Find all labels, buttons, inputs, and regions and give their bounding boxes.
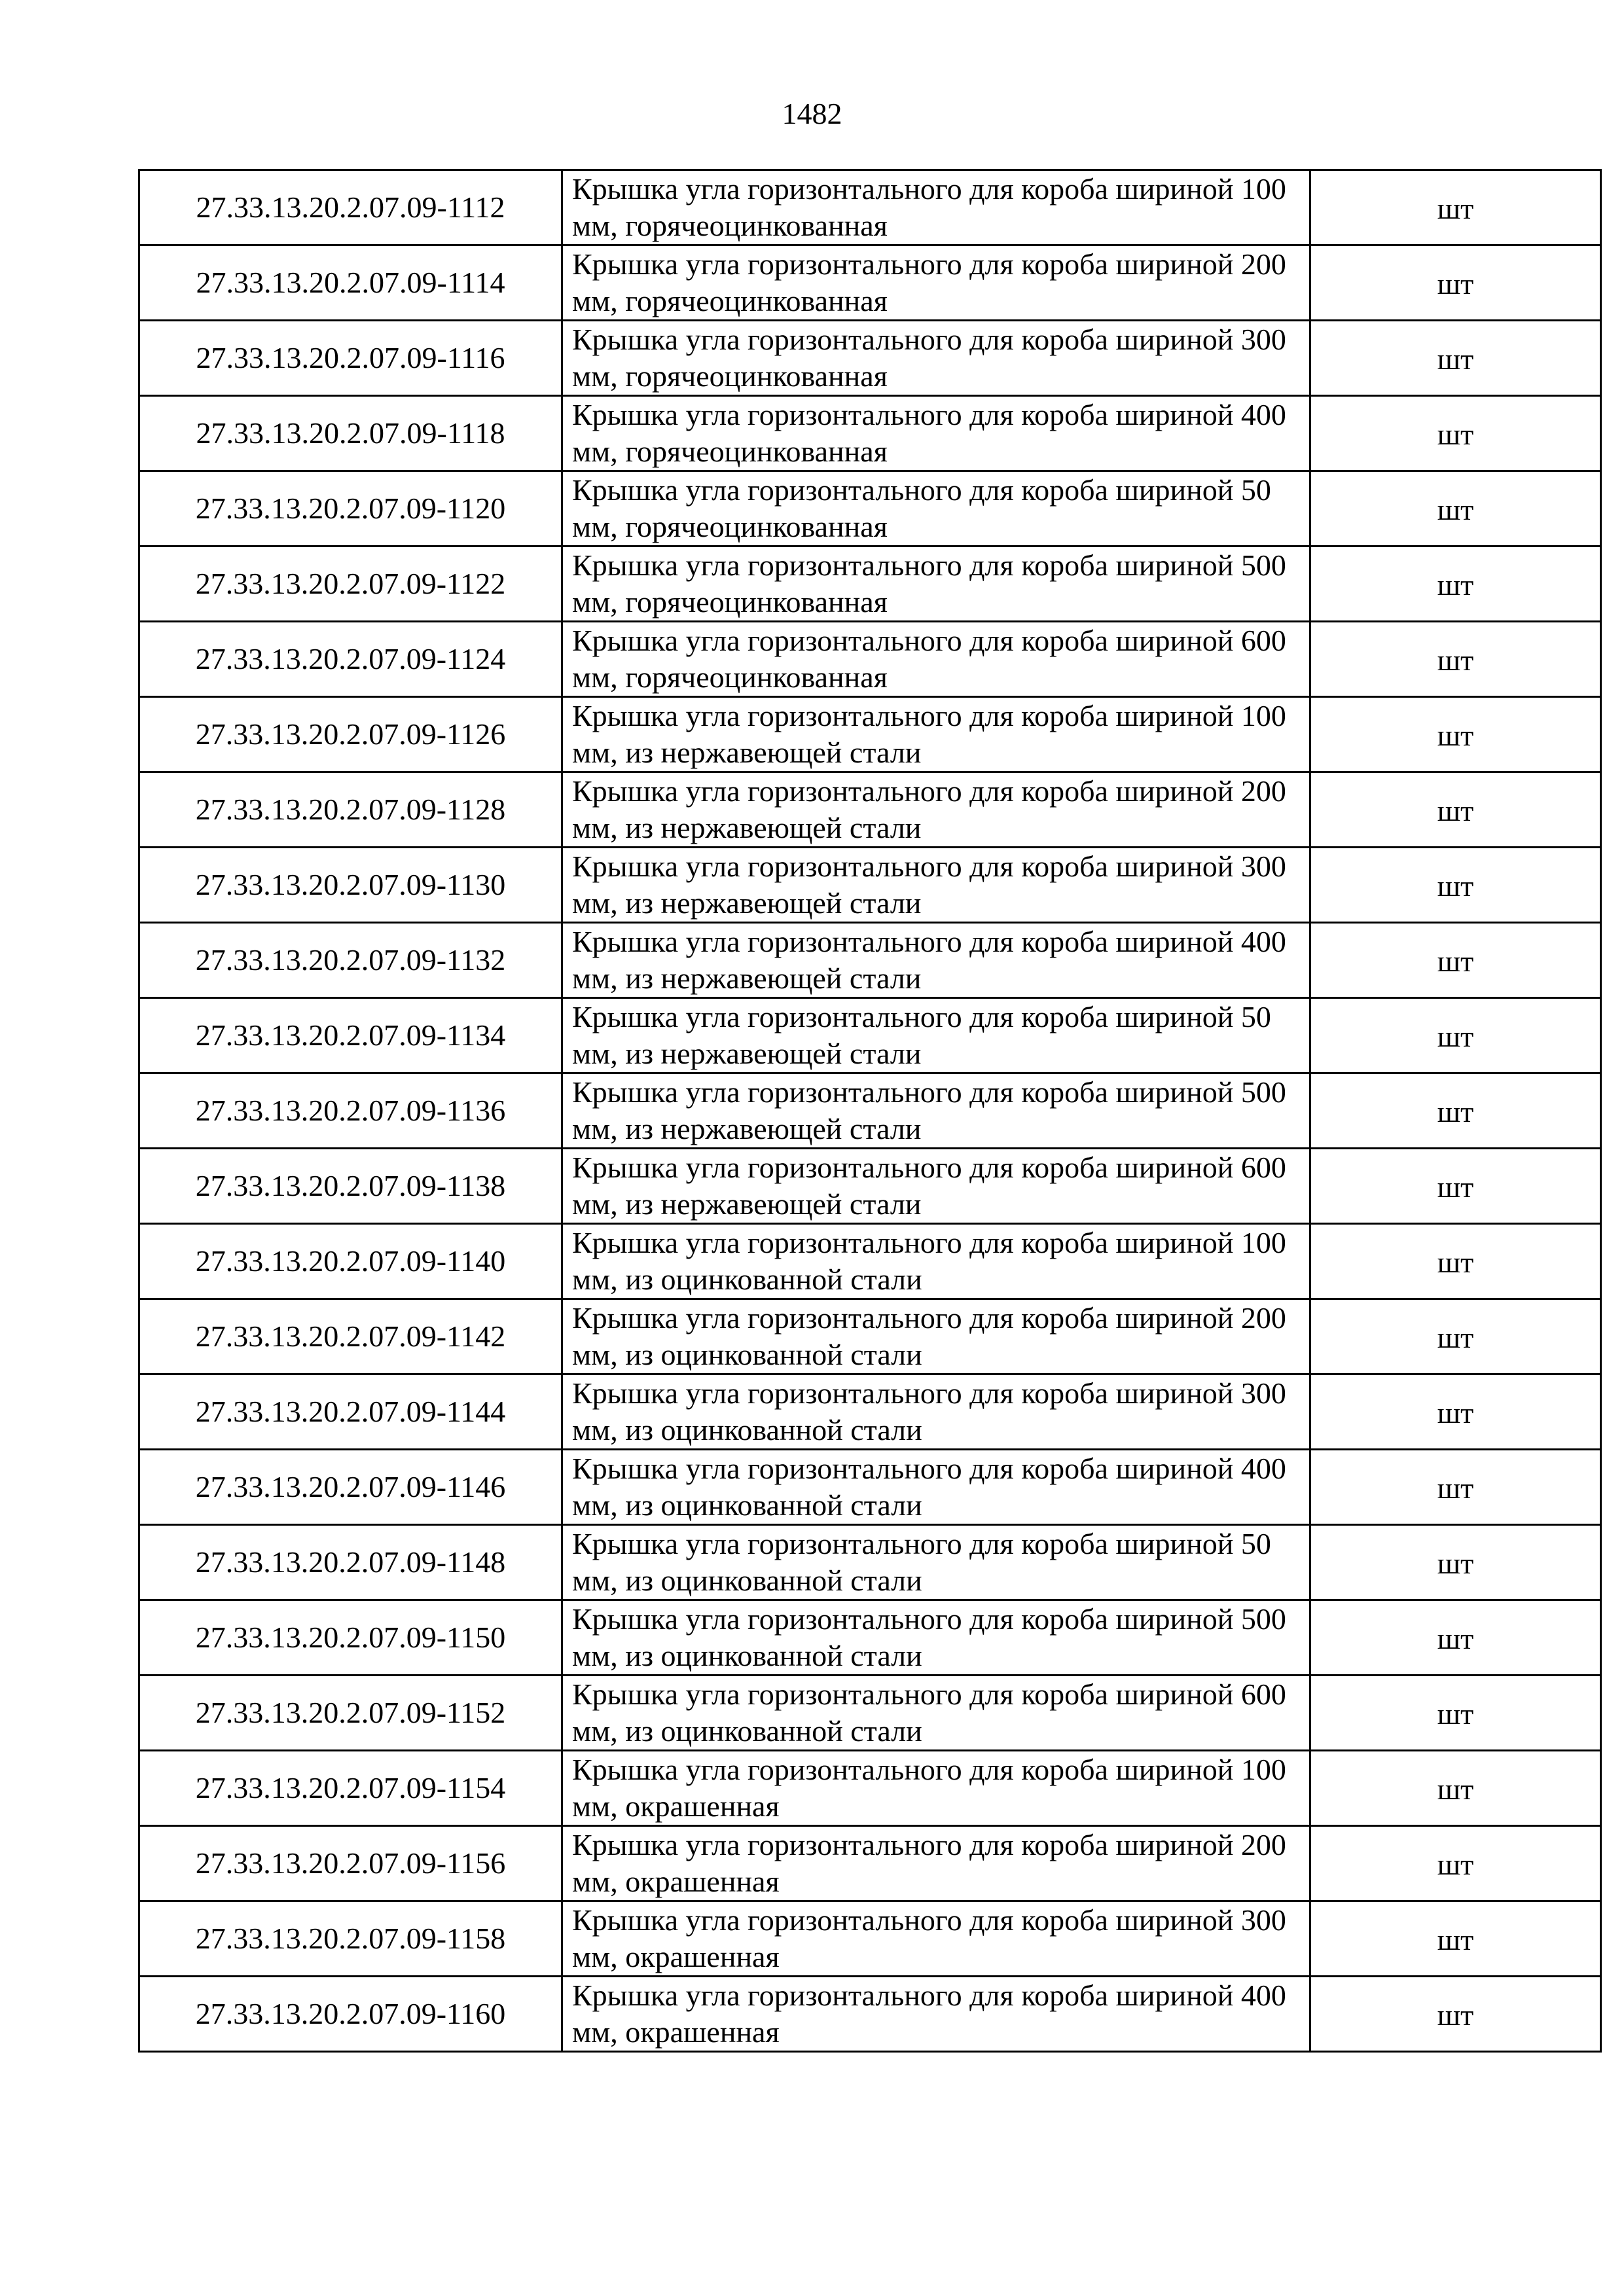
row-unit-cell: шт: [1310, 1901, 1601, 1977]
row-unit-cell: шт: [1310, 1676, 1601, 1751]
row-name-cell: Крышка угла горизонтального для короба шириной 100 мм, из нержавеющей стали: [562, 697, 1310, 772]
row-code-cell: 27.33.13.20.2.07.09-1148: [139, 1525, 562, 1600]
row-unit-cell: шт: [1310, 1977, 1601, 2052]
table-row: [139, 923, 1601, 998]
row-unit-cell: шт: [1310, 1450, 1601, 1525]
row-code-cell: 27.33.13.20.2.07.09-1158: [139, 1901, 562, 1977]
row-name-cell: Крышка угла горизонтального для короба шириной 200 мм, окрашенная: [562, 1826, 1310, 1901]
row-code-cell: 27.33.13.20.2.07.09-1150: [139, 1600, 562, 1676]
row-name-cell: Крышка угла горизонтального для короба шириной 500 мм, из нержавеющей стали: [562, 1073, 1310, 1149]
row-code-cell: 27.33.13.20.2.07.09-1142: [139, 1299, 562, 1374]
table-row: [139, 1525, 1601, 1600]
row-name-cell: Крышка угла горизонтального для короба шириной 200 мм, горячеоцинкованная: [562, 245, 1310, 321]
table-row: [139, 1374, 1601, 1450]
table-row: [139, 1299, 1601, 1374]
table-row: [139, 1149, 1601, 1224]
page-number: 1482: [782, 97, 842, 130]
row-unit-cell: шт: [1310, 547, 1601, 622]
row-code-cell: 27.33.13.20.2.07.09-1132: [139, 923, 562, 998]
row-name-cell: Крышка угла горизонтального для короба шириной 300 мм, окрашенная: [562, 1901, 1310, 1977]
row-code-cell: 27.33.13.20.2.07.09-1146: [139, 1450, 562, 1525]
row-code-cell: 27.33.13.20.2.07.09-1122: [139, 547, 562, 622]
row-code-cell: 27.33.13.20.2.07.09-1126: [139, 697, 562, 772]
row-code-cell: 27.33.13.20.2.07.09-1116: [139, 321, 562, 396]
table-row: [139, 471, 1601, 547]
row-unit-cell: шт: [1310, 1751, 1601, 1826]
row-name-cell: Крышка угла горизонтального для короба шириной 400 мм, горячеоцинкованная: [562, 396, 1310, 471]
row-name-cell: Крышка угла горизонтального для короба шириной 200 мм, из оцинкованной стали: [562, 1299, 1310, 1374]
row-name-cell: Крышка угла горизонтального для короба шириной 300 мм, из оцинкованной стали: [562, 1374, 1310, 1450]
row-code-cell: 27.33.13.20.2.07.09-1120: [139, 471, 562, 547]
row-code-cell: 27.33.13.20.2.07.09-1160: [139, 1977, 562, 2052]
table-row: [139, 772, 1601, 848]
row-name-cell: Крышка угла горизонтального для короба шириной 500 мм, горячеоцинкованная: [562, 547, 1310, 622]
table-row: [139, 1751, 1601, 1826]
row-name-cell: Крышка угла горизонтального для короба шириной 300 мм, из нержавеющей стали: [562, 848, 1310, 923]
table-row: [139, 1224, 1601, 1299]
row-name-cell: Крышка угла горизонтального для короба шириной 600 мм, из нержавеющей стали: [562, 1149, 1310, 1224]
row-unit-cell: шт: [1310, 923, 1601, 998]
row-code-cell: 27.33.13.20.2.07.09-1112: [139, 170, 562, 245]
table-row: [139, 1901, 1601, 1977]
row-code-cell: 27.33.13.20.2.07.09-1128: [139, 772, 562, 848]
row-unit-cell: шт: [1310, 1374, 1601, 1450]
row-unit-cell: шт: [1310, 848, 1601, 923]
row-code-cell: 27.33.13.20.2.07.09-1138: [139, 1149, 562, 1224]
row-code-cell: 27.33.13.20.2.07.09-1152: [139, 1676, 562, 1751]
table-row: [139, 547, 1601, 622]
row-name-cell: Крышка угла горизонтального для короба шириной 200 мм, из нержавеющей стали: [562, 772, 1310, 848]
table-row: [139, 1450, 1601, 1525]
row-unit-cell: шт: [1310, 471, 1601, 547]
table-row: [139, 622, 1601, 697]
row-name-cell: Крышка угла горизонтального для короба шириной 50 мм, горячеоцинкованная: [562, 471, 1310, 547]
table-row: [139, 1676, 1601, 1751]
row-name-cell: Крышка угла горизонтального для короба шириной 50 мм, из нержавеющей стали: [562, 998, 1310, 1073]
row-name-cell: Крышка угла горизонтального для короба шириной 400 мм, окрашенная: [562, 1977, 1310, 2052]
table-row: [139, 998, 1601, 1073]
row-name-cell: Крышка угла горизонтального для короба шириной 100 мм, из оцинкованной стали: [562, 1224, 1310, 1299]
row-name-cell: Крышка угла горизонтального для короба шириной 600 мм, горячеоцинкованная: [562, 622, 1310, 697]
table-row: [139, 245, 1601, 321]
row-unit-cell: шт: [1310, 321, 1601, 396]
row-unit-cell: шт: [1310, 245, 1601, 321]
table-row: [139, 170, 1601, 245]
table-row: [139, 321, 1601, 396]
row-unit-cell: шт: [1310, 1299, 1601, 1374]
row-unit-cell: шт: [1310, 1600, 1601, 1676]
row-code-cell: 27.33.13.20.2.07.09-1114: [139, 245, 562, 321]
table-row: [139, 1073, 1601, 1149]
row-code-cell: 27.33.13.20.2.07.09-1136: [139, 1073, 562, 1149]
row-code-cell: 27.33.13.20.2.07.09-1118: [139, 396, 562, 471]
row-unit-cell: шт: [1310, 396, 1601, 471]
row-unit-cell: шт: [1310, 170, 1601, 245]
table-row: [139, 1826, 1601, 1901]
row-unit-cell: шт: [1310, 1224, 1601, 1299]
row-name-cell: Крышка угла горизонтального для короба шириной 50 мм, из оцинкованной стали: [562, 1525, 1310, 1600]
row-unit-cell: шт: [1310, 998, 1601, 1073]
row-name-cell: Крышка угла горизонтального для короба шириной 100 мм, окрашенная: [562, 1751, 1310, 1826]
row-name-cell: Крышка угла горизонтального для короба шириной 400 мм, из нержавеющей стали: [562, 923, 1310, 998]
row-name-cell: Крышка угла горизонтального для короба шириной 300 мм, горячеоцинкованная: [562, 321, 1310, 396]
row-name-cell: Крышка угла горизонтального для короба шириной 400 мм, из оцинкованной стали: [562, 1450, 1310, 1525]
row-code-cell: 27.33.13.20.2.07.09-1134: [139, 998, 562, 1073]
row-code-cell: 27.33.13.20.2.07.09-1124: [139, 622, 562, 697]
row-name-cell: Крышка угла горизонтального для короба шириной 500 мм, из оцинкованной стали: [562, 1600, 1310, 1676]
table-row: [139, 396, 1601, 471]
row-code-cell: 27.33.13.20.2.07.09-1144: [139, 1374, 562, 1450]
row-name-cell: Крышка угла горизонтального для короба шириной 600 мм, из оцинкованной стали: [562, 1676, 1310, 1751]
row-unit-cell: шт: [1310, 1149, 1601, 1224]
row-unit-cell: шт: [1310, 1525, 1601, 1600]
row-name-cell: Крышка угла горизонтального для короба шириной 100 мм, горячеоцинкованная: [562, 170, 1310, 245]
table-row: [139, 1977, 1601, 2052]
resource-table: [138, 169, 1602, 2053]
row-unit-cell: шт: [1310, 772, 1601, 848]
row-unit-cell: шт: [1310, 1826, 1601, 1901]
row-unit-cell: шт: [1310, 1073, 1601, 1149]
table-body: [139, 170, 1601, 2052]
row-code-cell: 27.33.13.20.2.07.09-1156: [139, 1826, 562, 1901]
row-code-cell: 27.33.13.20.2.07.09-1154: [139, 1751, 562, 1826]
table-row: [139, 1600, 1601, 1676]
row-code-cell: 27.33.13.20.2.07.09-1130: [139, 848, 562, 923]
table-row: [139, 848, 1601, 923]
table-row: [139, 697, 1601, 772]
row-unit-cell: шт: [1310, 622, 1601, 697]
row-code-cell: 27.33.13.20.2.07.09-1140: [139, 1224, 562, 1299]
row-unit-cell: шт: [1310, 697, 1601, 772]
